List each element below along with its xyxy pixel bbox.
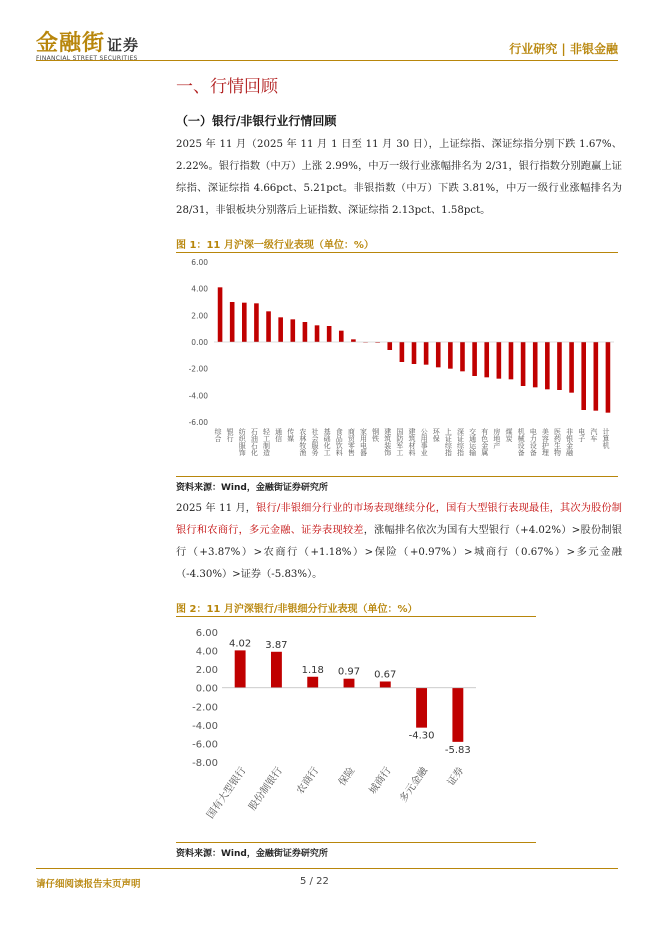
- subsector-label: 国有大型银行: [205, 765, 249, 821]
- y-tick-label: 6.00: [191, 258, 208, 267]
- industry-label: 国防军工: [395, 428, 404, 456]
- para2-suffix: ，涨幅排名依次为国有大型银行（+4.02%）>股份制银行（+3.87%）>农商行（+1.18%）>保险（+0.97%）>城商行（0.67%）>多元金融（-4.30%）>证券（-5.83%）。: [176, 525, 622, 580]
- industry-label: 社会服务: [311, 428, 320, 456]
- bar-value-label: 3.87: [265, 639, 288, 651]
- industry-label: 建筑装饰: [383, 428, 392, 456]
- industry-label: 电力设备: [529, 428, 538, 456]
- industry-label: 通信: [274, 428, 283, 442]
- industry-bar: [327, 326, 332, 342]
- market-review-paragraph: 2025 年 11 月（2025 年 11 月 1 日至 11 月 30 日），上证综指、深证综指分别下跌 1.67%、2.22%。银行指数（中万）上涨 2.99%，中万一级行业涨幅排名为 2/31，银行指数分别跑赢上证综指、深证综指 4.66pct、5.21pct。非银指数（中万）下跌 3.81%，中万一级行业涨幅排名为 28/31，非银板块分别落后上证指数、深证综指 2.13pct、1.58pct。: [176, 139, 622, 216]
- industry-label: 交通运输: [468, 428, 477, 456]
- industry-bar: [339, 331, 344, 342]
- industry-bar: [303, 322, 308, 342]
- industry-label: 电子: [577, 428, 586, 442]
- subsector-bar: [307, 677, 318, 688]
- industry-label: 纺织服饰: [238, 428, 247, 456]
- industry-bar: [254, 303, 259, 342]
- subsector-label: 多元金融: [398, 765, 431, 805]
- industry-bar: [509, 342, 514, 379]
- industry-bar: [266, 311, 271, 342]
- industry-bar: [521, 342, 526, 386]
- logo-text: 金融街: [36, 30, 106, 56]
- bar-value-label: 0.97: [337, 666, 361, 678]
- footer-divider: [36, 868, 618, 869]
- industry-bar: [533, 342, 538, 387]
- industry-label: 有色金属: [480, 428, 489, 456]
- bar-value-label: 4.02: [229, 638, 252, 650]
- subsector-label: 证券: [445, 765, 467, 789]
- para2-highlight: 银行/非银细分行业的市场表现继续分化，国有大型银行表现最佳，其次为股份制银行和农商行，多元金融、证券表现较差: [176, 503, 622, 536]
- industry-label: 银行: [226, 428, 235, 442]
- y-tick-label: -4.00: [192, 720, 218, 732]
- industry-bar: [581, 342, 586, 410]
- figure1-source: 资料来源：Wind，金融街证券研究所: [176, 483, 328, 493]
- y-tick-label: -4.00: [188, 391, 208, 401]
- footer-disclaimer: 请仔细阅读报告末页声明: [36, 879, 141, 890]
- y-tick-label: -8.00: [192, 758, 218, 769]
- industry-label: 汽车: [589, 428, 598, 442]
- industry-bar: [351, 339, 356, 342]
- industry-bar: [484, 342, 489, 377]
- subsector-bar: [416, 688, 427, 728]
- industry-bar: [290, 319, 295, 342]
- y-tick-label: 0.00: [195, 683, 218, 695]
- y-tick-label: 4.00: [195, 646, 218, 658]
- industry-label: 深证综指: [456, 428, 465, 456]
- y-tick-label: 4.00: [191, 284, 208, 294]
- y-tick-label: -2.00: [188, 364, 208, 374]
- header-divider: [36, 60, 618, 61]
- figure2-bottom-rule: [176, 842, 536, 843]
- logo-english-text: FINANCIAL STREET SECURITIES: [36, 55, 138, 62]
- industry-label: 美容护理: [541, 428, 550, 456]
- industry-label: 煤炭: [504, 428, 513, 442]
- industry-label: 综合: [214, 428, 223, 442]
- figure2-source: 资料来源：Wind，金融街证券研究所: [176, 849, 328, 859]
- industry-label: 传媒: [286, 428, 295, 442]
- industry-label: 上证综指: [444, 428, 453, 456]
- industry-label: 计算机: [601, 428, 610, 449]
- subsector-bar: [235, 650, 246, 687]
- industry-bar: [436, 342, 441, 367]
- industry-bar: [315, 325, 320, 342]
- figure1-top-rule: [176, 252, 618, 253]
- industry-label: 轻工制造: [262, 428, 271, 456]
- bar-value-label: -5.83: [444, 744, 471, 756]
- industry-label: 公用事业: [420, 428, 429, 456]
- company-logo: [36, 26, 139, 62]
- industry-label: 农林牧渔: [298, 428, 307, 456]
- industry-label: 家用电器: [359, 428, 368, 456]
- industry-label: 石油石化: [250, 428, 259, 456]
- subsector-bar: [380, 681, 391, 687]
- y-tick-label: 2.00: [191, 311, 208, 321]
- subsector-label: 股份制银行: [247, 765, 285, 813]
- subsector-label: 保险: [336, 765, 358, 789]
- industry-bar: [545, 342, 550, 389]
- industry-bar: [606, 342, 611, 413]
- subsector-bar: [271, 652, 282, 688]
- industry-bar: [278, 317, 283, 342]
- page-number: 5 / 22: [300, 876, 329, 887]
- subsector-bar: [344, 679, 355, 688]
- industry-label: 食品饮料: [335, 428, 344, 456]
- figure1-title: 图 1：11 月沪深一级行业表现（单位：%）: [176, 240, 374, 251]
- industry-label: 建筑材料: [408, 428, 416, 456]
- industry-bar: [448, 342, 453, 369]
- y-tick-label: -6.00: [188, 418, 208, 427]
- y-tick-label: 6.00: [195, 628, 218, 639]
- industry-bar: [569, 342, 574, 393]
- industry-performance-chart: [176, 254, 618, 474]
- subsector-label: 城商行: [367, 765, 394, 797]
- industry-bar: [412, 342, 417, 364]
- figure1-bottom-rule: [176, 476, 618, 477]
- bank-nonbank-subsector-chart: [176, 618, 536, 840]
- industry-bar: [387, 342, 392, 350]
- industry-bar: [497, 342, 502, 379]
- bar-value-label: 0.67: [374, 669, 397, 681]
- industry-bar: [400, 342, 405, 362]
- header-category: 行业研究 | 非银金融: [509, 42, 618, 56]
- y-tick-label: 2.00: [195, 665, 218, 677]
- bar-value-label: -4.30: [408, 730, 435, 742]
- industry-bar: [218, 287, 223, 342]
- industry-label: 环保: [432, 428, 441, 442]
- subsection-title: （一）银行/非银行业行情回顾: [176, 114, 337, 128]
- industry-label: 医药生物: [553, 428, 562, 456]
- industry-bar: [557, 342, 562, 390]
- industry-label: 商贸零售: [347, 428, 356, 456]
- industry-label: 钢铁: [371, 428, 380, 442]
- industry-label: 机械设备: [517, 428, 526, 456]
- industry-bar: [472, 342, 477, 376]
- industry-bar: [594, 342, 599, 411]
- subsector-bar: [452, 688, 463, 742]
- figure2-title: 图 2：11 月沪深银行/非银细分行业表现（单位：%）: [176, 604, 418, 615]
- y-tick-label: -6.00: [192, 739, 218, 751]
- figure2-top-rule: [176, 616, 536, 617]
- industry-bar: [230, 302, 235, 342]
- y-tick-label: 0.00: [191, 338, 208, 347]
- industry-label: 非银金融: [565, 428, 574, 456]
- y-tick-label: -2.00: [192, 702, 218, 714]
- para2-prefix: 2025 年 11 月，: [176, 503, 257, 514]
- logo-sub-text: 证券: [107, 36, 140, 54]
- industry-bar: [242, 303, 247, 342]
- industry-label: 基础化工: [323, 428, 332, 456]
- subsector-label: 农商行: [294, 765, 322, 797]
- industry-bar: [424, 342, 429, 365]
- section-title: 一、行情回顾: [176, 77, 278, 97]
- industry-label: 房地产: [492, 428, 501, 449]
- subsector-analysis-paragraph: [176, 498, 622, 586]
- industry-bar: [460, 342, 465, 371]
- bar-value-label: 1.18: [301, 664, 324, 676]
